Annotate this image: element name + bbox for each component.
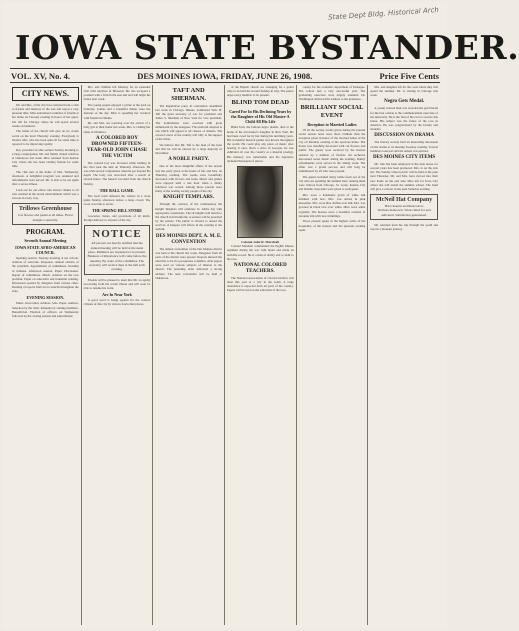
body-text: The annual convention of the Des Moines district was held at the church last week. Delegates from all parts of the district were present. Reports showed the churches to be in a prosperous condition. Able papers were read on various subjects of interest to the church. The presiding elder delivered a strong address. The next convention will be held at Oskaloosa.	[155, 246, 222, 280]
body-text: Mr. returned from his trip through the south and reports a pleasant journey.	[370, 222, 438, 232]
greenhouse-ad-text: Cut flowers and plants at all times. Floral designs a specialty.	[18, 213, 73, 222]
price: Price Five Cents	[379, 70, 439, 81]
body-text: Mr. and Mrs. of the city have returned from a visit to friends and relatives in the east and report a very pleasant time. Miss entertained a number of friends at her home on Tuesday evening in honor of her guest. Mr. left for Chicago where he will spend several weeks on business.	[12, 103, 79, 128]
body-text: Opening session, Tuesday morning at ten o'clock. Address of welcome. Response. Annual address of the president. Appointment of committees. Reading of minutes. Afternoon session. Paper. Discussion. Report of committees. Music. Address on the race problem. Paper on education and industrial training. Discussion opened by delegates from various cities. Reading of reports from local councils throughout the state.	[12, 256, 79, 294]
masthead-title: IOWA STATE BYSTANDER.	[15, 28, 519, 67]
body-text: Groceries, meats, and provisions of all kinds. Prompt delivery to all parts of the city.	[83, 214, 151, 223]
body-text: county for the academic department of Tuskegee. The school had a very successful year. The graduating exercises were largely attended. Dr. Washington delivered the address to the graduates.	[298, 85, 366, 102]
portrait-image	[237, 166, 283, 238]
body-text: Mrs. and daughter left for the coast where they will spend the summer. Mr. is visiting in Chicago this week.	[370, 85, 438, 98]
city-items-headline: DES MOINES CITY ITEMS	[373, 154, 436, 160]
body-text: Mrs. wore a handsome gown of white silk trimmed with lace. Mrs. was attired in pink messaline. Mrs. wore blue chiffon over silk. Mrs. was gowned in black lace over white. Miss wore white organdie. The hostess wore a beautiful creation of lavender silk with lace trimmings.	[298, 192, 366, 218]
body-text: One of the most delightful affairs of the season was the party given at the home of Mr. and Mrs. on Thursday evening. The rooms were beautifully decorated with flowers and ferns. Music and games were enjoyed until a late hour when a dainty luncheon was served. Among those present were many of the leading society people of the city.	[155, 164, 222, 194]
body-text: A young colored man was awarded the gold medal for the best oration at the commencement exercises of the university. He is the first of his race to receive this honor. His subject was the future of the race in America. He was congratulated by the faculty and students.	[370, 106, 438, 132]
body-text: Look out for our editor. Our sincere thanks to all who assisted in the recent entertainment which was a success in every way.	[12, 187, 79, 201]
body-text: The guests included many ladies from out of the city who are spending the summer here. Among them were visitors from Chicago, St. Louis, Kansas City and Omaha. Souvenirs were given to each guest.	[298, 174, 366, 192]
hat-company-tagline: Hat Cleaners and Renovators	[384, 203, 424, 208]
blind-tom-headline: BLIND TOM DEAD	[231, 99, 290, 107]
body-text: Friends will be pleased to learn that Mr. is rapidly recovering from his recent illness and will soon be able to resume his work.	[83, 277, 151, 290]
masthead-rule-top	[10, 68, 440, 69]
body-text: The literary society held an interesting discussion on the drama at its meeting Tuesday evening. Several members took part and the debate was spirited.	[370, 140, 438, 153]
column-6	[368, 85, 440, 625]
body-text: Mr. who has been employed at the state house for several years has been promoted. Mrs. is on the sick list. The Sunday school picnic will be held at the park next Thursday. Mr. and Mrs. have moved into their new home on the east side. Miss left for Iowa City where she will attend the summer school. The band will give a concert in the park Saturday evening.	[370, 161, 438, 191]
notice-heading: NOTICE	[92, 228, 142, 241]
dateline	[11, 70, 439, 81]
column-5	[297, 85, 369, 625]
colored-teachers-headline: NATIONAL COLORED TEACHERS.	[233, 262, 287, 274]
body-text: The Republican party in convention assembled last week in Chicago, Illinois, nominated Wm. H. Taft the great secretary of war for president and James S. Sherman of New York for vice president. The nominations were received with great enthusiasm by the delegates. The platform adopted is one which will appeal to all classes of citizens. The colored voters of the country will rally to the support of the ticket.	[155, 104, 222, 142]
ball-game-heading: THE BALL GAME.	[99, 187, 135, 193]
program-subheading: Seventh Annual Meeting	[24, 238, 67, 244]
city-and-date: DES MOINES IOWA, FRIDAY, JUNE 26, 1908.	[137, 70, 313, 81]
newspaper-page	[3, 2, 519, 629]
hat-company-name: McNeil Hat Company	[375, 196, 433, 203]
columns	[10, 85, 440, 625]
column-1	[10, 85, 82, 625]
column-2	[82, 85, 154, 625]
body-text: The colored boy was drowned while bathing in the river near the dam on Thursday afternoon. He was with several companions when he got beyond his depth. The body was recovered after a search of several hours. The funeral was held from the church Sunday.	[83, 160, 151, 186]
program-heading: PROGRAM.	[25, 228, 65, 237]
body-text: Of all the society events given during the present social season none were more brilliant than the reception given in honor of the married ladies of the city on Monday evening at the spacious home. The house was tastefully decorated with cut flowers and palms. The guests were received by the hostess assisted by a number of friends. An orchestra discoursed sweet music during the evening. Dainty refreshments were served in the dining room. The affair was a grand success and will long be remembered by all who were present.	[298, 127, 366, 174]
body-text: The National Association of colored teachers will meet this year at a city in the south. A large attendance is expected from all parts of the country. Papers will be read on the education of the race.	[226, 275, 294, 293]
body-text: Mrs. and children left Monday for an extended visit with relatives in Missouri. Mr. has accepted a position with a firm in the east end and will begin his duties next week.	[83, 85, 151, 102]
program-council-name: IOWA STATE AFRO-AMERICAN COUNCIL	[15, 245, 76, 256]
body-text: The local team defeated the visitors in a close game Sunday afternoon before a large crowd. The score was nine to seven.	[83, 193, 151, 206]
brilliant-social-event-headline: BRILLIANT SOCIAL EVENT	[300, 103, 364, 119]
city-news-heading: CITY NEWS.	[12, 87, 79, 101]
body-text: Through the courtesy of the commandery the Knight Templars will celebrate St. John's day with appropriate ceremonies. The sir knights will march to the church in full uniform. A sermon will be preached by the prelate. The public is invited to attend the services. A banquet will follow in the evening at the asylum.	[155, 202, 222, 232]
body-text: Rev. preached an able sermon Sunday morning to a large congregation. Mr. and family visited relatives at Oskaloosa last week. Miss returned from Kansas City where she has been visiting friends for some time.	[12, 147, 79, 169]
knight-templars-headline: KNIGHT TEMPLARS.	[163, 195, 214, 201]
column-3	[153, 85, 225, 625]
ame-convention-headline: DES MOINES DEPT. A. M. E. CONVENTION	[155, 233, 222, 245]
masthead-rule-bottom	[10, 82, 440, 83]
body-text: The club met at the home of Mrs. Wednesday afternoon. A delightful program was rendered and refreshments were served. Mr. is able to be out again after a severe illness.	[12, 169, 79, 187]
blind-tom-subheadline: Cared For In His Declining Years by the Daughter of His Old Master-A Child All His Life	[229, 109, 292, 125]
volume-number: VOL. XV, No. 4.	[11, 70, 70, 81]
drama-discussion-headline: DISCUSSION ON DRAMA	[374, 133, 434, 139]
body-text: A good word is being spoken for the colored citizens of this city by visitors from other places.	[83, 297, 151, 307]
evening-session-heading: EVENING SESSION.	[26, 295, 65, 301]
body-text: Those present spoke in the highest terms of the hospitality of the hostess and the pleasant evening spent.	[298, 219, 366, 232]
greenhouse-ad	[12, 203, 79, 225]
body-text: The young people enjoyed a picnic at the park on Saturday. Games and a bountiful dinner were the features of the day. Miss is spending her vacation with friends in Omaha.	[83, 103, 151, 120]
notice-box	[84, 225, 151, 274]
noble-party-headline: A NOBLE PARTY.	[168, 157, 210, 163]
hat-company-ad	[370, 194, 438, 220]
handwritten-note: State Dept Bldg. Historical Arch	[327, 5, 440, 22]
spring-hill-store-heading: THE SPRING HILL STORE	[92, 208, 142, 214]
body-text: The ladies of the church will give an ice cream social on the lawn Thursday evening. Everybody is invited. Mrs. who has been quite ill for some time is reported to be improving rapidly.	[12, 129, 79, 146]
taft-sherman-headline: TAFT AND SHERMAN.	[171, 87, 207, 102]
body-text: Music. Invocation. Address. Solo. Paper. Address. Selection by the choir. Remarks by visiting members. Benediction. Election of officers on Wednesday followed by the closing session and adjournment.	[12, 301, 79, 318]
greenhouse-ad-title: Trillows Greenhouse	[18, 206, 72, 213]
body-text: Blind Tom, the famous negro pianist, died at the home of his old master's daughter in New York. He had been cared for by her during his declining years. His wonderful musical genius was known throughout the world. He could play any piece of music after hearing it once. Born a slave in Georgia, he was exhibited all over the country as a musical prodigy. His memory was remarkable and his repertoire included thousands of pieces.	[226, 125, 294, 163]
drowned-headline: A COLORED BOY DROWNED FIFTEEN-YEAR-OLD JOHN CHASE THE VICTIM	[86, 135, 148, 159]
portrait-caption: Colonel John R. Marshall.	[241, 239, 280, 244]
body-text: We believe that Mr. Taft is the man of the hour and that he will be elected by a large majority in November.	[155, 142, 222, 156]
good-word-heading: Are In Near York	[102, 291, 132, 297]
hat-company-text: Old hats made new. Work called for and delivered. Satisfaction guaranteed.	[377, 208, 431, 217]
body-text: Colonel Marshall commanded the Eighth Illinois regiment during the war with Spain and made an enviable record. He is a man of ability and a credit to his race.	[226, 244, 294, 261]
body-text: Mr. and Mrs. are rejoicing over the arrival of a baby girl at their home last week. Mrs. is visiting her sister in Ottumwa.	[83, 121, 151, 134]
column-4	[225, 85, 297, 625]
body-text: of the Baptist church are arranging for a grand rally to be held the second Sunday in July. The pastor urges every member to be present.	[226, 85, 294, 98]
notice-text: All persons are hereby notified that the annual meeting will be held at the usual place. Members are requested to be present. Business of importance will come before the meeting. By order of the committee. The secretary will receive dues at the hall each evening.	[87, 241, 147, 272]
negro-gets-medal-headline: Negro Gets Medal.	[384, 99, 425, 105]
married-ladies-subheadline: Reception to Married Ladies	[307, 121, 357, 127]
